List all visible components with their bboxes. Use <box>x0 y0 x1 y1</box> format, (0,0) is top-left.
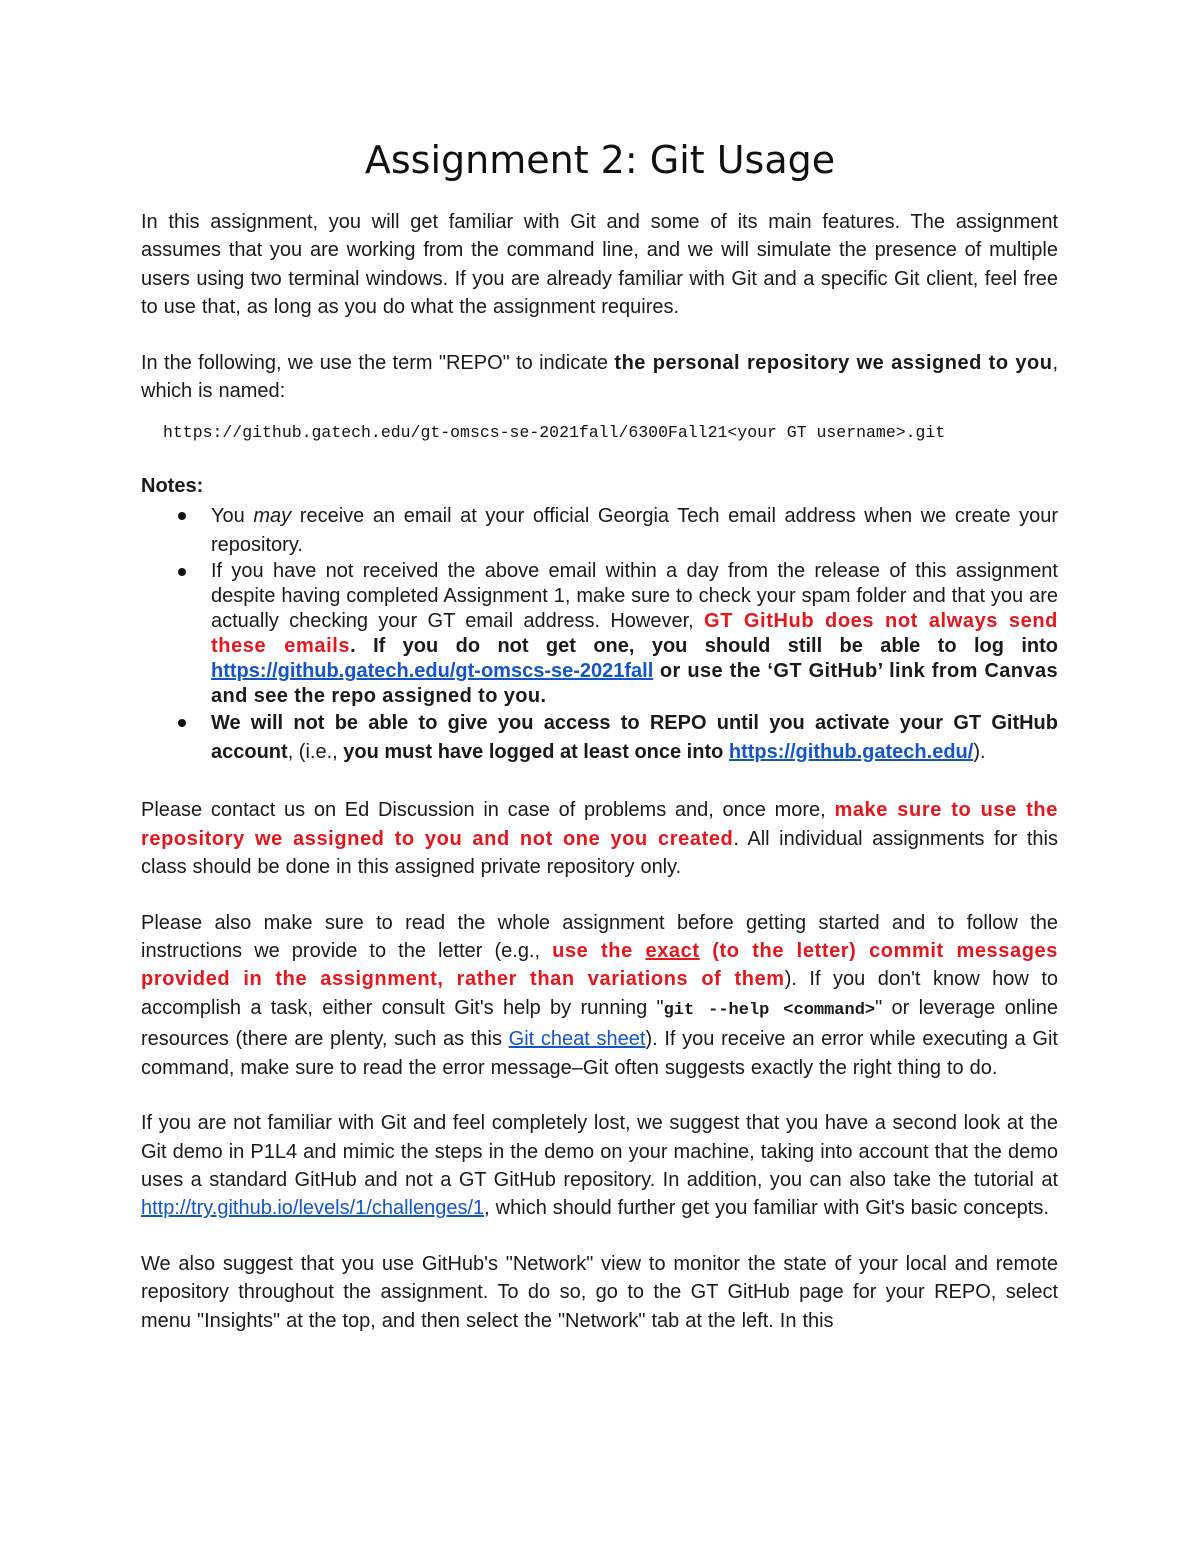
gt-github-link[interactable]: https://github.gatech.edu/ <box>728 740 974 763</box>
repo-paragraph <box>141 349 1058 406</box>
note-text: . <box>350 635 374 658</box>
document-body <box>141 208 1058 1362</box>
note-bold-text: you must have logged at least once into <box>343 740 729 763</box>
notes-heading: Notes: <box>141 475 204 498</box>
bullet-icon <box>178 568 186 576</box>
note-bold-text: If you do not get one, you should still be able to log into <box>373 635 1058 658</box>
instructions-text: ). If you receive an error while executing a Git command, make sure to read the error message–Git often suggests exactly the right thing to do. <box>141 1028 1058 1079</box>
note-text: receive an email at your official Georgia Tech email address when we create your repository. <box>211 505 1059 556</box>
instructions-warning: use the <box>552 940 646 963</box>
note-bold-text: We will not be able to give you access to REPO until you activate your GT GitHub account <box>211 712 1058 763</box>
instructions-warning-underlined: exact <box>645 940 700 963</box>
lost-text: , which should further get you familiar with Git's basic concepts. <box>484 1197 1049 1220</box>
list-item <box>141 502 1058 559</box>
instructions-text: ). If you don't know how to accomplish a task, either consult Git's help by running " <box>141 968 1058 1019</box>
try-github-link[interactable]: http://try.github.io/levels/1/challenges/1 <box>141 1197 485 1220</box>
contact-paragraph <box>141 796 1058 881</box>
repo-text: In the following, we use the term "REPO" to indicate <box>141 351 615 374</box>
bullet-icon <box>178 719 186 727</box>
instructions-paragraph <box>141 909 1058 1082</box>
repo-url-code: https://github.gatech.edu/gt-omscs-se-2021fall/6300Fall21<your GT username>.git <box>163 423 946 443</box>
git-cheat-sheet-link[interactable]: Git cheat sheet <box>508 1028 646 1051</box>
bullet-icon <box>178 512 186 520</box>
note-bold-text: or use the ‘GT GitHub’ link from Canvas and see the repo assigned to you. <box>211 660 1058 708</box>
instructions-warning: (to the letter) commit messages provided in the assignment, rather than variations of them <box>141 940 1058 991</box>
instructions-text: " or leverage online resources (there are plenty, such as this <box>141 996 1058 1051</box>
contact-warning: make sure to use the repository we assigned to you and not one you created <box>141 799 1058 850</box>
note-text: , (i.e., <box>287 740 344 763</box>
contact-text: Please contact us on Ed Discussion in case of problems and, once more, <box>141 799 835 822</box>
lost-paragraph <box>141 1109 1058 1223</box>
list-item <box>141 559 1058 709</box>
note-text: You <box>211 505 254 528</box>
page-title: Assignment 2: Git Usage <box>364 138 836 182</box>
note-emphasis: may <box>253 505 292 528</box>
network-paragraph: We also suggest that you use GitHub's "Network" view to monitor the state of your local and remote repository throughout the assignment. To do so, go to the GT GitHub page for your REPO, select menu "Insights" at the top, and then select the "Network" tab at the left. In this <box>141 1252 1058 1332</box>
git-help-command: git --help <command> <box>663 1000 876 1020</box>
list-item <box>141 709 1058 766</box>
repo-text-end: , which is named: <box>141 351 1058 403</box>
instructions-text: Please also make sure to read the whole assignment before getting started and to follow the instructions we provide to the letter (e.g., <box>141 911 1058 963</box>
gt-github-org-link[interactable]: https://github.gatech.edu/gt-omscs-se-2021fall <box>211 660 654 683</box>
repo-bold-text: the personal repository we assigned to you <box>614 351 1053 374</box>
notes-list <box>141 502 1058 766</box>
contact-text: . All individual assignments for this class should be done in this assigned private repository only. <box>141 827 1058 879</box>
lost-text: If you are not familiar with Git and feel completely lost, we suggest that you have a second look at the Git demo in P1L4 and mimic the steps in the demo on your machine, taking into account that the demo uses a standard GitHub and not a GT GitHub repository. In addition, you can also take the tutorial at <box>141 1112 1058 1191</box>
note-text: ). <box>973 740 986 763</box>
note-warning: GT GitHub does not always send these emails <box>211 610 1059 658</box>
intro-paragraph: In this assignment, you will get familiar with Git and some of its main features. The assignment assumes that you are working from the command line, and we will simulate the presence of multiple users using two terminal windows. If you are already familiar with Git and a specific Git client, feel free to use that, as long as you do what the assignment requires. <box>141 211 1058 319</box>
note-text: If you have not received the above email within a day from the release of this assignment despite having completed Assignment 1, make sure to check your spam folder and that you are actually checking your GT email address. However, <box>211 560 1058 633</box>
